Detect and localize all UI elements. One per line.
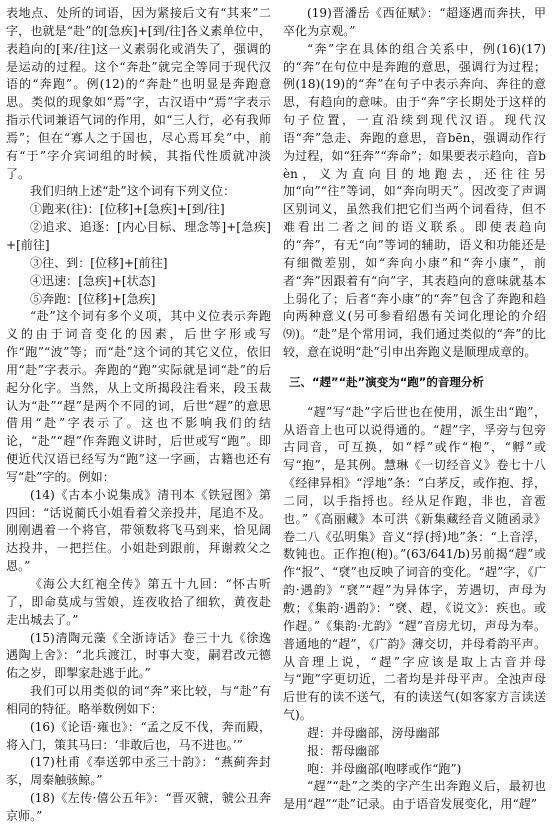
example-quote: (14)《古本小说集成》清刊本《铁冠图》第四回：“话说蔺氏小姐看着父亲投井，尾追不及。刚刚遇着一个将官，带领数将飞马到来，恰见阔达投井，一把拦住。小姐赴到跟前，拜谢救父之恩。” (6, 487, 271, 574)
example-quote: (15)清陶元藻《全浙诗话》卷三十九《徐逸遇陶上舍》：“北兵渡江，时事大变，嗣君改元德佑之岁，即掣家赴逃于此。” (6, 630, 271, 681)
example-quote: (19)晋潘岳《西征赋》：“超逐遇而奔扶，甲卒化为京观。” (283, 6, 546, 38)
example-quote: (18)《左传·僖公五年》：“晋灭虢，虢公丑奔京师。” (6, 791, 271, 823)
example-quote: (16)《论语·雍也》：“孟之反不伐，奔而殿，将入门，策其马曰：‘非敢后也，马不进也。’” (6, 719, 271, 752)
paragraph: 表地点、处所的词语，因为紧接后文有“其来”二字，也就是“赴”的[急疾]+[到/往]各义素单位中，表趋向的[来/往]这一义素弱化或消失了，强调的是运动的过程。这个“奔赴”就完全等同于现代汉语的“奔跑”。例(12)的“奔赴”也明显是奔跑意思。类似的现象如“焉”字，古汉语中“焉”字表示指示代词兼语气词的作用，如“三人行，必有我师焉”；但在“寡人之于国也，尽心焉耳矣”中，前有“于”字介宾词组的时候，其指代性质就冲淡了。 (6, 6, 271, 181)
sememe-item: ⑤奔跑：[位移]+[急疾] (30, 291, 156, 306)
paragraph: 我们归纳上述“赴”这个词有下列义位： (30, 184, 236, 199)
sememe-item: ①跑来(往)：[位移]+[急疾]+[到/往] (30, 202, 225, 217)
sememe-item: ④迅速：[急疾]+[状态] (30, 273, 156, 288)
paragraph: “奔”字在具体的组合关系中，例(16)(17)的“奔”在句位中是奔跑的意思，强调行为过程；例(18)(19)的“奔”在句子中表示奔向、奔往的意思，有趋向的意味。由于“奔”字长期处于这样的句子位置，一直沿续到现代汉语。现代汉语“奔”急走、奔跑的意思，音bēn，强调动作行为过程，如“狂奔”“奔命”；如果要表示趋向，音bèn，义为直向目的地跑去，还往往另加“向”“往”等词，如“奔向明天”。因改变了声调区别词义，虽然我们把它们当两个词看待，但不难看出二者之间的语义联系。即使表趋向的“奔”，有无“向”等词的辅助，语义和功能还是有细微差别，如“奔向小康”和“奔小康”，前者“奔”因跟着有“向”字，其表趋向的意味就基本上弱化了；后者“奔小康”的“奔”包含了奔跑和趋向两种意义(另可参看绍愚有关词化理论的介绍⑼)。“赴”是个常用词，我们通过类似的“奔”的比较，意在说明“赴”引申出奔跑义是顺理成章的。 (283, 41, 546, 360)
paragraph: “赴”这个词有多个义项，其中义位表示奔跑义的由于词音变化的因素，后世字形或写作“跑”“波”等；而“赴”这个词的其它义位，依旧用“赴”字表示。奔跑的“跑”实际就是词“赴”的后起分化字。当然，从上文所揭段注看来，段玉裁认为“赴”“趕”是两个不同的词，后世“趕”的意思借用“赴”字表示了。这也不影响我们的结论，“赴”“趕”作奔跑义讲时，后世或写“跑”。即便近代汉语已经写为“跑”这一字画，古籍也还有写“赴”字的。例如： (6, 309, 271, 484)
phonology-item: 报：帮母幽部 (307, 743, 380, 758)
paragraph: 我们可以用类似的词“奔”来比较，与“赴”有相同的特征。略举数例如下： (6, 684, 271, 716)
right-column (283, 5, 546, 814)
example-quote: 《海公大红袍全传》第五十九回：“怀古听了，即命莫成与雪娘，连夜收拾了细软，黄夜赴走出城去了。” (6, 577, 271, 627)
left-column (6, 5, 271, 826)
phonology-item: 趕：并母幽部，滂母幽部 (307, 725, 440, 740)
paragraph: “趕”写“赴”字后世也在使用，派生出“跑”，从语音上也可以说得通的。“趕”字，孚旁与包旁古同音，可互换，如“桴”或作“枹”，“孵”或写“抱”，是其例。慧琳《一切经音义》卷七十八《经律异相》“浮地”条：“白茅反，或作抱、捊，二同，以手指捋也。经从足作跑，非也，音雹也。”《高丽藏》本可洪《新集藏经音义随函录》卷二八《弘明集》音义“捊(捋)地”条：“上音浮，数钝也。正作抱(枹)。”(63/641/b)另前揭“趕”或作“报”、“裦”也反映了词音的变化。“趕”字，《广韵·遇韵》“裦”“趕”为异体字，芳遇切，声母为敷；《集韵·遇韵》：“裦、趕，《说文》：疾也。或作趕。”《集韵·尤韵》“趕”音房尤切，声母为奉。普通地的“趕”，《广韵》薄交切，并母肴韵平声。从音理上说，“趕”字应该是取上古音并母与“跑”字更切近，二者均是并母平声。全浊声母后世有的读不送气，有的读送气(如客家方言读送气)。 (283, 404, 546, 723)
paragraph: “趕”“赴”之类的字产生出奔跑义后，最初也是用“趕”“赴”记录。由于语音发展变化，用“趕” (283, 779, 546, 812)
example-quote: (17)杜甫《奉送郭中丞三十韵》：“燕蓟奔封豕，周秦触骇鲸。” (6, 755, 271, 788)
sememe-item: ②追求、追逐：[内心目标、理念等]+[急疾]+[前往] (6, 220, 271, 252)
sememe-item: ③往、到：[位移]+[前往] (30, 255, 168, 270)
section-heading: 三、“趕”“赴”演变为“跑”的音理分析 (289, 374, 484, 389)
phonology-item: 咆：并母幽部(咆哮或作“跑”) (307, 761, 462, 776)
